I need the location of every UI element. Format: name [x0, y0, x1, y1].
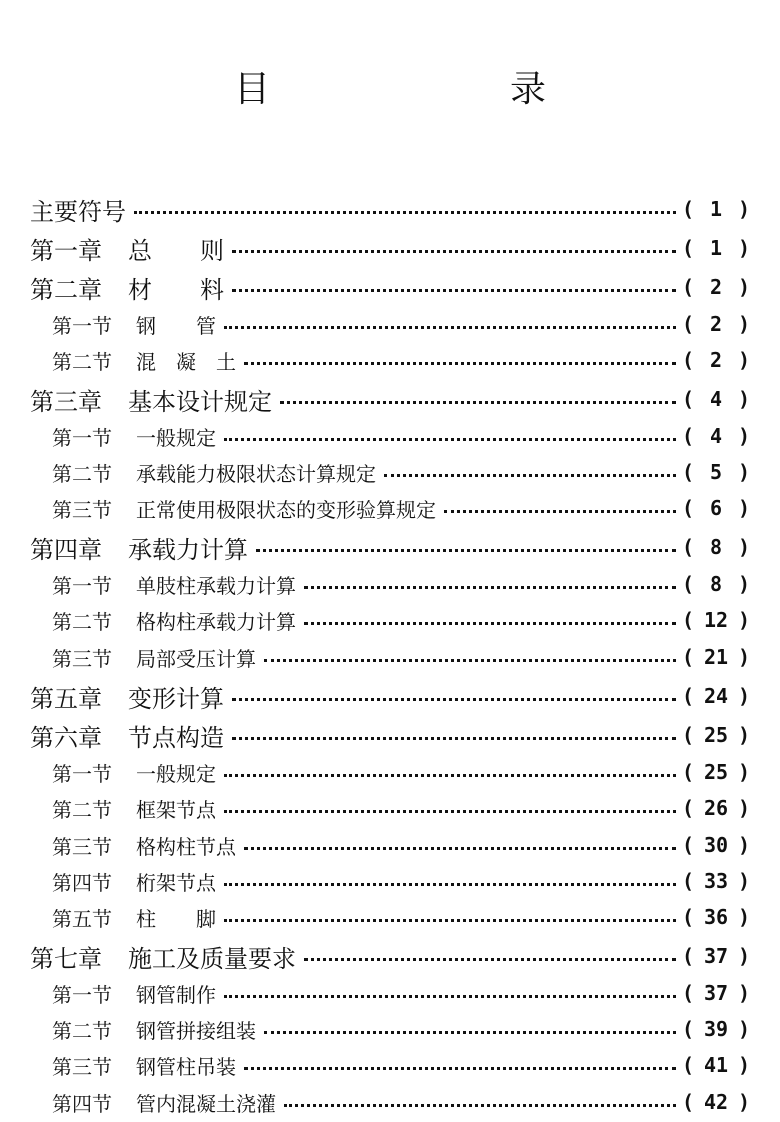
toc-chapter-entry[interactable]: [30, 679, 750, 713]
dot-leader: [264, 1031, 676, 1034]
toc-section-entry[interactable]: [52, 343, 750, 377]
toc-page-number: 1: [709, 197, 723, 221]
toc-page-ref: ( 41 ): [682, 1053, 750, 1077]
toc-section-entry[interactable]: [52, 603, 750, 637]
dot-leader: [256, 549, 676, 552]
toc-chapter-entry[interactable]: [30, 530, 750, 564]
toc-entry-number: 第四节: [52, 870, 112, 895]
toc-page-ref: ( 37 ): [682, 981, 750, 1005]
toc-entry-number: 第一节: [52, 761, 112, 786]
toc-section-entry[interactable]: [52, 1085, 750, 1119]
toc-section-entry[interactable]: [52, 976, 750, 1010]
dot-leader: [280, 401, 676, 404]
dot-leader: [244, 1067, 676, 1070]
dot-leader: [304, 958, 676, 961]
toc-page-number: 26: [703, 796, 729, 820]
toc-page-number: 41: [703, 1053, 729, 1077]
toc-page-number: 6: [709, 496, 723, 520]
toc-page-ref: ( 33 ): [682, 869, 750, 893]
toc-entry-number: 第三节: [52, 497, 112, 522]
toc-entry-number: 第二节: [52, 349, 112, 374]
toc-entry-title: 混 凝 土: [136, 349, 236, 374]
toc-entry-title: 框架节点: [136, 797, 216, 822]
toc-entry-title: 总 则: [128, 236, 224, 265]
toc-page-ref: ( 36 ): [682, 905, 750, 929]
toc-section-entry[interactable]: [52, 828, 750, 862]
toc-page-ref: ( 21 ): [682, 645, 750, 669]
dot-leader: [284, 1104, 676, 1107]
toc-section-entry[interactable]: [52, 791, 750, 825]
dot-leader: [244, 362, 676, 365]
toc-entry-number: 第二节: [52, 609, 112, 634]
toc-chapter-entry[interactable]: [30, 718, 750, 752]
toc-entry-number: 第一节: [52, 573, 112, 598]
toc-page-number: 2: [709, 312, 723, 336]
page-title: 目 录: [233, 69, 602, 110]
toc-section-entry[interactable]: [52, 755, 750, 789]
dot-leader: [232, 289, 676, 292]
dot-leader: [224, 883, 676, 886]
toc-entry-number: 第二节: [52, 1018, 112, 1043]
toc-entry-number: 第五节: [52, 906, 112, 931]
toc-entry-number: 第一章: [30, 236, 102, 265]
dot-leader: [264, 659, 676, 662]
toc-page-number: 25: [703, 760, 729, 784]
dot-leader: [224, 919, 676, 922]
toc-section-entry[interactable]: [52, 567, 750, 601]
toc-page-ref: ( 1 ): [682, 236, 750, 260]
toc-page-ref: ( 37 ): [682, 944, 750, 968]
toc-entry-title: 一般规定: [136, 425, 216, 450]
dot-leader: [134, 211, 676, 214]
toc-entry-title: 变形计算: [128, 684, 224, 713]
toc-entry-number: 第二节: [52, 797, 112, 822]
toc-page-number: 1: [709, 236, 723, 260]
dot-leader: [224, 326, 676, 329]
toc-page-ref: ( 2 ): [682, 275, 750, 299]
toc-page-ref: ( 1 ): [682, 197, 750, 221]
dot-leader: [232, 698, 676, 701]
toc-entry-number: 第三节: [52, 646, 112, 671]
toc-page-number: 37: [703, 981, 729, 1005]
toc-chapter-entry[interactable]: [30, 270, 750, 304]
dot-leader: [224, 810, 676, 813]
toc-entry-title: 正常使用极限状态的变形验算规定: [136, 497, 436, 522]
toc-page-number: 30: [703, 833, 729, 857]
toc-entry-number: 第三章: [30, 387, 102, 416]
dot-leader: [444, 510, 676, 513]
toc-entry-number: 第一节: [52, 425, 112, 450]
toc-page-number: 8: [709, 535, 723, 559]
dot-leader: [224, 995, 676, 998]
toc-page-number: 4: [709, 424, 723, 448]
toc-entry-number: 第四节: [52, 1091, 112, 1116]
toc-chapter-entry[interactable]: [30, 939, 750, 973]
toc-section-entry[interactable]: [52, 640, 750, 674]
toc-entry-title: 基本设计规定: [128, 387, 272, 416]
toc-entry-title: 一般规定: [136, 761, 216, 786]
toc-page-number: 37: [703, 944, 729, 968]
toc-page-number: 5: [709, 460, 723, 484]
toc-entry-title: 钢 管: [136, 313, 216, 338]
toc-page-number: 42: [703, 1090, 729, 1114]
toc-page-ref: ( 26 ): [682, 796, 750, 820]
toc-section-entry[interactable]: [52, 1012, 750, 1046]
toc-entry-number: 第三节: [52, 834, 112, 859]
toc-chapter-entry[interactable]: [30, 231, 750, 265]
toc-page-ref: ( 8 ): [682, 535, 750, 559]
toc-page-number: 2: [709, 275, 723, 299]
toc-page-number: 8: [709, 572, 723, 596]
toc-entry-title: 节点构造: [128, 723, 224, 752]
toc-entry-title: 单肢柱承载力计算: [136, 573, 296, 598]
dot-leader: [224, 438, 676, 441]
toc-entry-title: 钢管拼接组装: [136, 1018, 256, 1043]
toc-section-entry[interactable]: [52, 900, 750, 934]
toc-page-number: 12: [703, 608, 729, 632]
toc-page-ref: ( 25 ): [682, 723, 750, 747]
toc-page-ref: ( 30 ): [682, 833, 750, 857]
toc-entry-title: 材 料: [128, 275, 224, 304]
dot-leader: [384, 474, 676, 477]
toc-page-number: 39: [703, 1017, 729, 1041]
toc-entry-title: 承载力计算: [128, 535, 248, 564]
toc-entry-title: 钢管制作: [136, 982, 216, 1007]
toc-entry-number: 第五章: [30, 684, 102, 713]
toc-entry-title: 桁架节点: [136, 870, 216, 895]
toc-page-number: 36: [703, 905, 729, 929]
toc-entry-title: 格构柱承载力计算: [136, 609, 296, 634]
toc-page-ref: ( 12 ): [682, 608, 750, 632]
dot-leader: [232, 250, 676, 253]
toc-entry-title: 施工及质量要求: [128, 944, 296, 973]
toc-entry-title: 承载能力极限状态计算规定: [136, 461, 376, 486]
dot-leader: [304, 622, 676, 625]
toc-entry-title: 主要符号: [30, 197, 126, 226]
dot-leader: [224, 774, 676, 777]
toc-section-entry[interactable]: [52, 455, 750, 489]
toc-entry-number: 第七章: [30, 944, 102, 973]
toc-page-number: 2: [709, 348, 723, 372]
toc-section-entry[interactable]: [52, 307, 750, 341]
toc-page-ref: ( 42 ): [682, 1090, 750, 1114]
toc-page-number: 21: [703, 645, 729, 669]
toc-page-number: 33: [703, 869, 729, 893]
toc-entry-title: 局部受压计算: [136, 646, 256, 671]
toc-page-ref: ( 25 ): [682, 760, 750, 784]
toc-page-ref: ( 2 ): [682, 348, 750, 372]
toc-page-ref: ( 39 ): [682, 1017, 750, 1041]
toc-chapter-entry[interactable]: [30, 192, 750, 226]
toc-section-entry[interactable]: [52, 1048, 750, 1082]
toc-entry-number: 第二章: [30, 275, 102, 304]
toc-page-ref: ( 4 ): [682, 387, 750, 411]
toc-page-ref: ( 24 ): [682, 684, 750, 708]
toc-entry-number: 第四章: [30, 535, 102, 564]
toc-entry-number: 第一节: [52, 982, 112, 1007]
toc-page-ref: ( 6 ): [682, 496, 750, 520]
toc-page-ref: ( 4 ): [682, 424, 750, 448]
toc-entry-number: 第六章: [30, 723, 102, 752]
toc-chapter-entry[interactable]: [30, 382, 750, 416]
toc-entry-number: 第一节: [52, 313, 112, 338]
toc-section-entry[interactable]: [52, 419, 750, 453]
toc-entry-title: 柱 脚: [136, 906, 216, 931]
dot-leader: [244, 847, 676, 850]
toc-entry-number: 第三节: [52, 1054, 112, 1079]
dot-leader: [232, 737, 676, 740]
toc-entry-number: 第二节: [52, 461, 112, 486]
toc-entry-title: 管内混凝土浇灌: [136, 1091, 276, 1116]
toc-page-number: 24: [703, 684, 729, 708]
toc-page-ref: ( 2 ): [682, 312, 750, 336]
toc-entry-title: 钢管柱吊装: [136, 1054, 236, 1079]
toc-page-ref: ( 8 ): [682, 572, 750, 596]
toc-section-entry[interactable]: [52, 864, 750, 898]
toc-page-ref: ( 5 ): [682, 460, 750, 484]
dot-leader: [304, 586, 676, 589]
toc-page-number: 25: [703, 723, 729, 747]
toc-section-entry[interactable]: [52, 491, 750, 525]
toc-page-number: 4: [709, 387, 723, 411]
toc-entry-title: 格构柱节点: [136, 834, 236, 859]
